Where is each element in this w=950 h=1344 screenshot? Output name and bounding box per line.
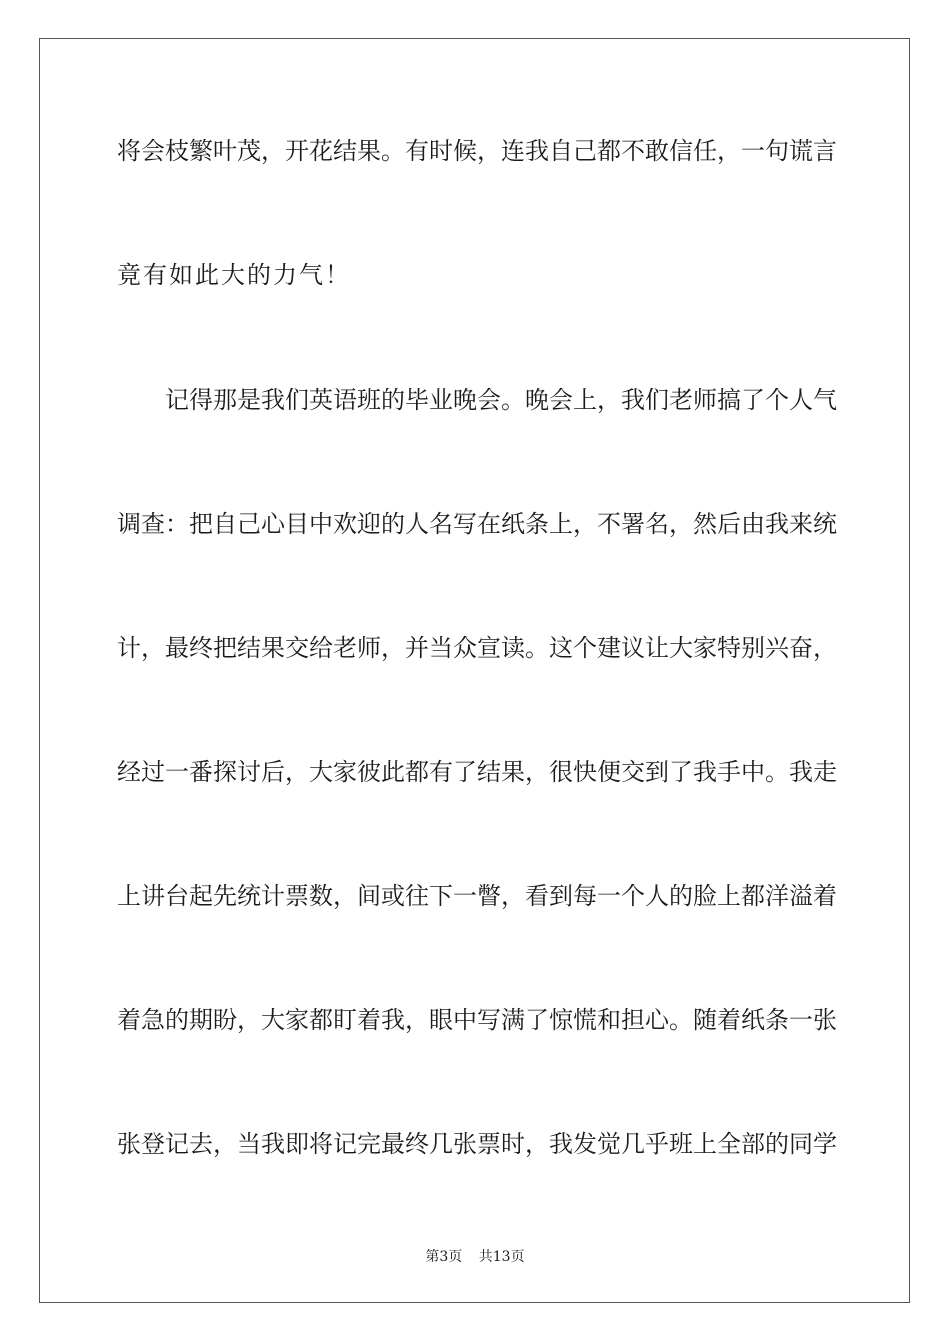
text-line: 记得那是我们英语班的毕业晚会。晚会上，我们老师搞了个人气 (165, 386, 837, 414)
page-footer (0, 1247, 950, 1267)
text-line: 计，最终把结果交给老师，并当众宣读。这个建议让大家特别兴奋， (117, 634, 837, 662)
page-number: 第3页 (425, 1249, 463, 1265)
text-line: 着急的期盼，大家都盯着我，眼中写满了惊慌和担心。随着纸条一张 (117, 1006, 837, 1034)
text-line: 竟有如此大的力气！ (117, 261, 351, 289)
text-line: 张登记去，当我即将记完最终几张票时，我发觉几乎班上全部的同学 (117, 1130, 837, 1158)
text-line: 调查：把自己心目中欢迎的人名写在纸条上，不署名，然后由我来统 (117, 510, 837, 538)
page-border (39, 38, 910, 1303)
text-line: 经过一番探讨后，大家彼此都有了结果，很快便交到了我手中。我走 (117, 758, 837, 786)
page-total: 共13页 (478, 1249, 525, 1265)
text-line: 将会枝繁叶茂，开花结果。有时候，连我自己都不敢信任，一句谎言 (117, 137, 837, 165)
text-line: 上讲台起先统计票数，间或往下一瞥，看到每一个人的脸上都洋溢着 (117, 882, 837, 910)
